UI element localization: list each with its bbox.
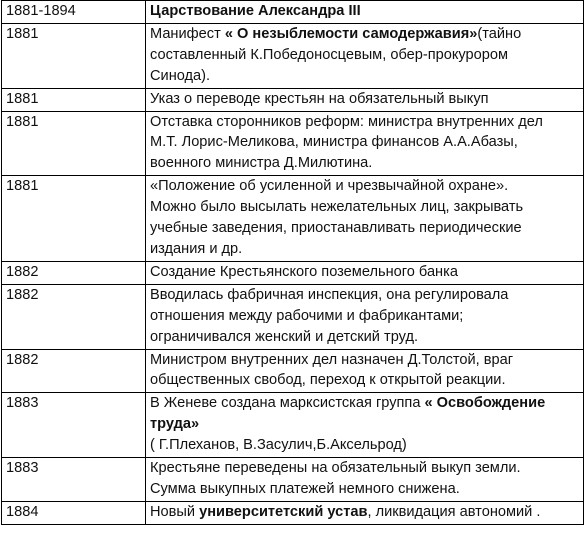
event-cell xyxy=(146,284,584,349)
year-cell: 1882 xyxy=(2,349,146,393)
year-cell: 1883 xyxy=(2,458,146,502)
event-text: составленный К.Победоносцевым, обер-прокурором xyxy=(150,46,509,63)
event-cell xyxy=(146,349,584,393)
event-text: Крестьяне переведены на обязательный выкуп земли. xyxy=(150,460,521,477)
event-bold-text: « О незыблемости самодержавия» xyxy=(224,25,478,42)
event-line xyxy=(150,24,579,45)
table-row xyxy=(2,501,584,524)
header-period-cell: 1881-1894 xyxy=(2,1,146,24)
header-title-cell: Царствование Александра III xyxy=(146,1,584,24)
event-bold-text: « Освобождение xyxy=(424,395,546,412)
event-line xyxy=(150,479,579,500)
table-header-row xyxy=(2,1,584,24)
year-cell: 1881 xyxy=(2,111,146,176)
event-cell xyxy=(146,23,584,88)
event-cell xyxy=(146,176,584,262)
event-line xyxy=(150,414,579,435)
event-line xyxy=(150,285,579,306)
event-text: ( Г.Плеханов, В.Засулич,Б.Аксельрод) xyxy=(150,437,407,454)
event-bold-text: труда» xyxy=(150,416,200,433)
table-row xyxy=(2,111,584,176)
event-text: издания и др. xyxy=(150,240,243,257)
table-row xyxy=(2,393,584,458)
event-line xyxy=(150,435,579,456)
event-line xyxy=(150,112,579,133)
event-text: Создание Крестьянского поземельного банка xyxy=(150,263,458,280)
event-line xyxy=(150,502,579,523)
event-text: учебные заведения, приостанавливать периодические xyxy=(150,220,522,237)
table-row xyxy=(2,261,584,284)
event-text: общественных свобод, переход к открытой реакции. xyxy=(150,372,506,389)
event-line xyxy=(150,350,579,371)
table-row xyxy=(2,458,584,502)
year-cell: 1883 xyxy=(2,393,146,458)
year-cell: 1882 xyxy=(2,284,146,349)
event-cell xyxy=(146,393,584,458)
event-line xyxy=(150,218,579,239)
year-cell: 1882 xyxy=(2,261,146,284)
event-line xyxy=(150,89,579,110)
chronology-table xyxy=(1,0,584,525)
event-text: (тайно xyxy=(477,25,522,42)
event-line xyxy=(150,458,579,479)
event-line xyxy=(150,132,579,153)
year-cell: 1881 xyxy=(2,176,146,262)
event-text: отношения между рабочими и фабрикантами; xyxy=(150,307,464,324)
event-text: Синода). xyxy=(150,67,211,84)
event-cell xyxy=(146,111,584,176)
event-line xyxy=(150,306,579,327)
event-cell xyxy=(146,88,584,111)
event-text: Новый xyxy=(150,503,200,520)
event-line xyxy=(150,262,579,283)
event-text: М.Т. Лорис-Меликова, министра финансов А.А.Абазы, xyxy=(150,134,518,151)
event-line xyxy=(150,393,579,414)
event-text: Вводилась фабричная инспекция, она регулировала xyxy=(150,286,509,303)
event-text: Министром внутренних дел назначен Д.Толстой, враг xyxy=(150,351,514,368)
event-line xyxy=(150,176,579,197)
event-cell xyxy=(146,501,584,524)
table-row xyxy=(2,88,584,111)
event-text: военного министра Д.Милютина. xyxy=(150,155,373,172)
event-text: ограничивался женский и детский труд. xyxy=(150,328,419,345)
event-line xyxy=(150,239,579,260)
event-line xyxy=(150,327,579,348)
event-line xyxy=(150,66,579,87)
event-text: Отставка сторонников реформ: министра внутренних дел xyxy=(150,113,543,130)
event-text: Можно было высылать нежелательных лиц, закрывать xyxy=(150,199,524,216)
table-row xyxy=(2,176,584,262)
event-line xyxy=(150,370,579,391)
event-cell xyxy=(146,458,584,502)
event-text: «Положение об усиленной и чрезвычайной охране». xyxy=(150,178,509,195)
event-text: В Женеве создана марксистская группа xyxy=(150,395,425,412)
event-text: Указ о переводе крестьян на обязательный выкуп xyxy=(150,90,489,107)
table-row xyxy=(2,349,584,393)
table-row xyxy=(2,23,584,88)
year-cell: 1881 xyxy=(2,23,146,88)
event-line xyxy=(150,45,579,66)
year-cell: 1881 xyxy=(2,88,146,111)
year-cell: 1884 xyxy=(2,501,146,524)
event-bold-text: университетский устав xyxy=(199,503,368,520)
event-line xyxy=(150,153,579,174)
event-text: , ликвидация автономий . xyxy=(367,503,541,520)
event-cell xyxy=(146,261,584,284)
table-row xyxy=(2,284,584,349)
event-line xyxy=(150,197,579,218)
event-text: Сумма выкупных платежей немного снижена. xyxy=(150,480,460,497)
event-text: Манифест xyxy=(150,25,225,42)
